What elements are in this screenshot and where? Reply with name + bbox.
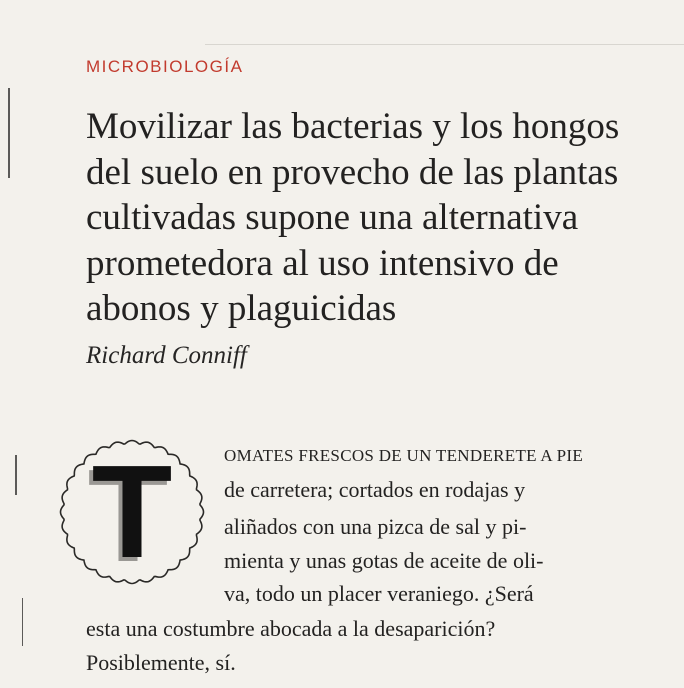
headline <box>86 104 676 332</box>
margin-line <box>8 88 10 178</box>
body-line: Posiblemente, sí. <box>86 650 236 675</box>
body-line: mienta y unas gotas de aceite de oli- <box>224 548 544 573</box>
headline-line: abonos y plaguicidas <box>86 288 397 329</box>
headline-line: Movilizar las bacterias y los hongos <box>86 106 620 147</box>
margin-line <box>22 598 23 646</box>
author-byline: Richard Conniff <box>86 342 247 369</box>
section-label: MICROBIOLOGÍA <box>86 57 244 76</box>
body-line: de carretera; cortados en rodajas y <box>224 477 526 502</box>
drop-cap-letter: T <box>91 438 173 585</box>
body-line: aliñados con una pizca de sal y pi- <box>224 514 527 539</box>
headline-line: del suelo en provecho de las plantas <box>86 151 619 193</box>
body-line-lead: OMATES FRESCOS DE UN TENDERETE A PIE <box>224 446 584 465</box>
body-line: va, todo un placer veraniego. ¿Será <box>224 581 534 606</box>
headline-line: prometedora al uso intensivo de <box>86 242 559 284</box>
margin-line <box>15 455 17 495</box>
header-rule <box>205 44 684 45</box>
drop-cap <box>56 436 208 588</box>
body-line: esta una costumbre abocada a la desaparición? <box>86 616 496 641</box>
headline-line: cultivadas supone una alternativa <box>86 197 579 238</box>
